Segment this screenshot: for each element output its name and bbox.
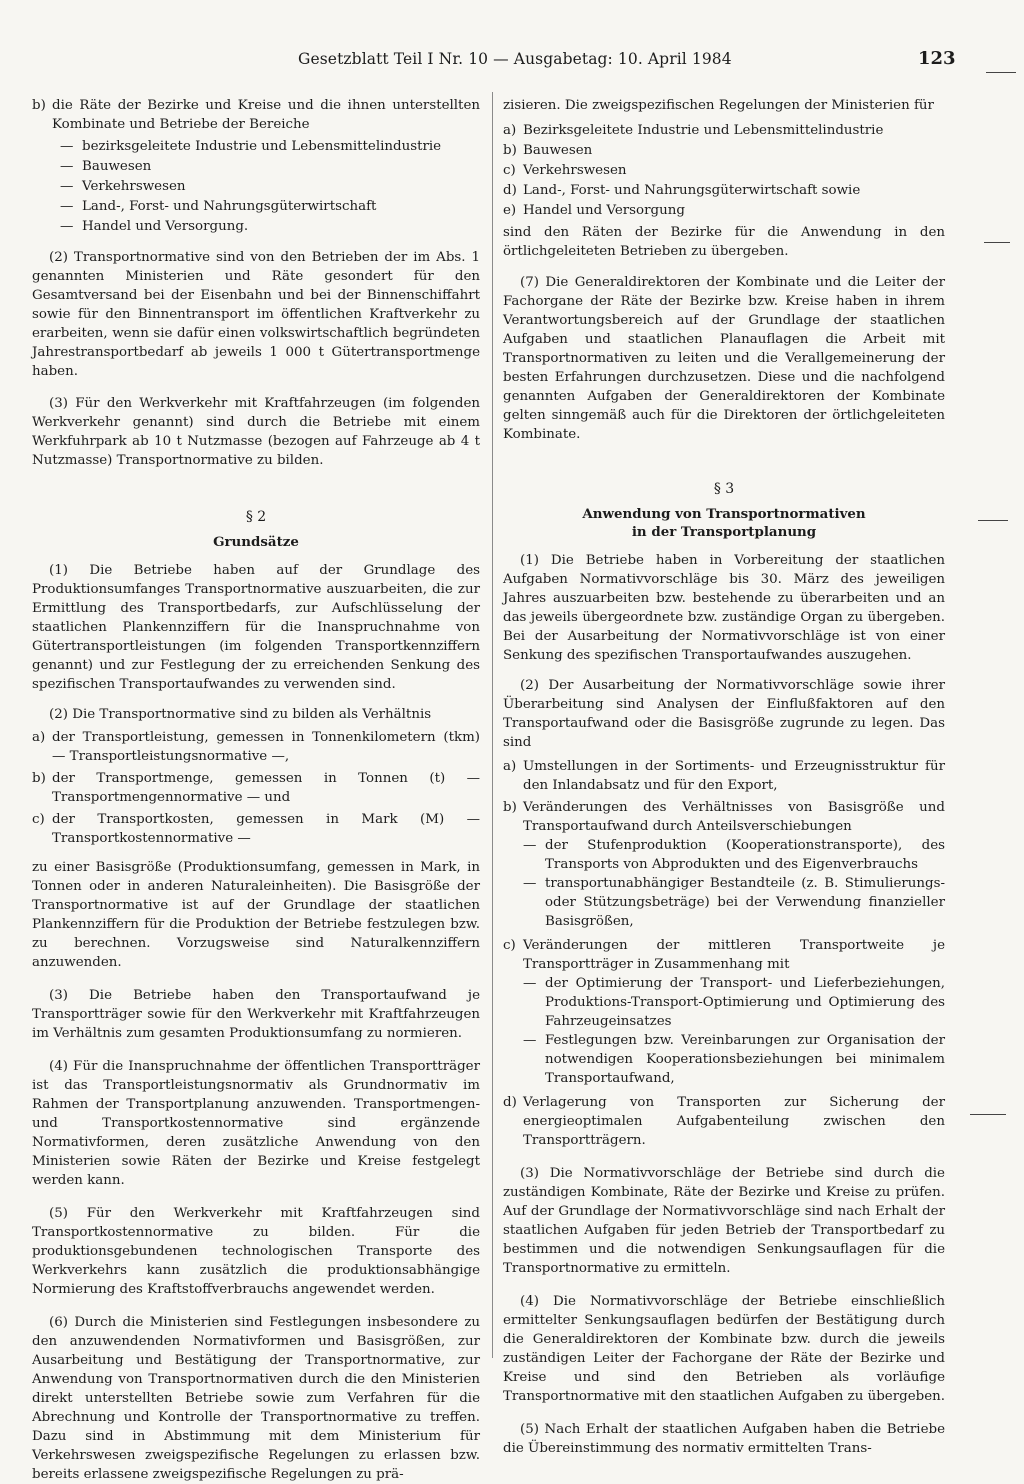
paragraph: (2) Transportnormative sind von den Betrieben der im Abs. 1 genannten Ministerien und Räte gesondert für den Gesamtversand bei der Eisenbahn und bei der Binnenschiffahrt sowie für den Binnentransport im öffentlichen Kraftverkehr zu erarbeiten, wenn sie dafür einen volkswirtschaftlich begründeten Jahrestransportbedarf ab jeweils 1 000 t Gütertransportmenge haben. <box>32 250 480 379</box>
column-divider <box>492 92 493 1358</box>
list-text: Bauwesen <box>523 143 593 158</box>
dash-item <box>503 1031 945 1088</box>
paragraph: (3) Die Betriebe haben den Transportaufwand je Transportträger sowie für den Werkverkehr mit Kraftfahrzeugen im Verhältnis zum gesamten Produktionsumfang zu normieren. <box>32 988 480 1041</box>
paragraph: (7) Die Generaldirektoren der Kombinate und die Leiter der Fachorgane der Räte der Bezirke bzw. Kreise haben in ihrem Verantwortungsbereich auf der Grundlage der staatlichen Aufgaben und staatlichen Planauflagen die Arbeit mit Transportnormativen zu leiten und die Verallgemeinerung der besten Erfahrungen durchzusetzen. Diese und die nachfolgend genannten Aufgaben der Generaldirektoren der Kombinate gelten sinngemäß auch für die Direktoren der örtlichgeleiteten Kombinate. <box>503 275 945 442</box>
list-text: Handel und Versorgung <box>523 203 685 218</box>
section-title: Anwendung von Transportnormativen <box>582 506 866 522</box>
paragraph: sind den Räten der Bezirke für die Anwendung in den örtlichgeleiteten Betrieben zu übergeben. <box>503 225 945 259</box>
page-number: 123 <box>918 48 956 69</box>
list-marker: d) <box>503 183 517 198</box>
list-item <box>32 810 480 848</box>
dash-marker: — <box>60 219 74 234</box>
list-item <box>503 201 945 220</box>
list-item <box>503 161 945 180</box>
list-text: der Transportleistung, gemessen in Tonnenkilometern (tkm) — Transportleistungsnormative —, <box>52 730 480 764</box>
dash-item <box>32 177 480 196</box>
list-marker: b) <box>32 771 46 786</box>
dash-item <box>32 197 480 216</box>
list-item <box>503 798 945 836</box>
left-column <box>32 96 480 1484</box>
margin-mark <box>986 72 1016 73</box>
paragraph: (3) Die Normativvorschläge der Betriebe sind durch die zuständigen Kombinate, Räte der Bezirke und Kreise zu prüfen. Auf der Grundlage der Normativvorschläge sind nach Erhalt der staatlichen Aufgaben für jeden Betrieb der Transportbedarf zu bestimmen und die notwendigen Senkungsauflagen für die Transportnormative zu ermitteln. <box>503 1166 945 1276</box>
list-marker: e) <box>503 203 517 218</box>
dash-item <box>503 874 945 931</box>
dash-marker: — <box>60 139 74 154</box>
section-title: in der Transportplanung <box>631 524 817 540</box>
dash-item <box>32 217 480 236</box>
list-text: Veränderungen des Verhältnisses von Basisgröße und Transportaufwand durch Anteilsverschiebungen <box>523 800 945 834</box>
paragraph: (1) Die Betriebe haben auf der Grundlage des Produktionsumfanges Transportnormative auszuarbeiten, die zur Ermittlung des Transportbedarfs, zur Aufschlüsselung der staatlichen Plankennziffern für die Inanspruchnahme von Gütertransportleistungen (im folgenden Transportkennziffern genannt) und zur Festlegung der zu erreichenden Senkung des spezifischen Transportaufwandes zu verwenden sind. <box>32 563 480 692</box>
dash-item <box>503 974 945 1031</box>
dash-text: transportunabhängiger Bestandteile (z. B. Stimulierungs- oder Stützungsbeträge) bei der Verwendung finanzieller Basisgrößen, <box>545 876 945 929</box>
list-text: die Räte der Bezirke und Kreise und die ihnen unterstellten Kombinate und Betriebe der Bereiche <box>52 98 480 132</box>
list-text: Bezirksgeleitete Industrie und Lebensmittelindustrie <box>523 123 884 138</box>
dash-text: bezirksgeleitete Industrie und Lebensmittelindustrie <box>82 139 442 154</box>
dash-marker: — <box>60 179 74 194</box>
list-marker: a) <box>32 730 46 745</box>
dash-text: der Optimierung der Transport- und Lieferbeziehungen, Produktions-Transport-Optimierung und Optimierung des Fahrzeugeinsatzes <box>545 976 945 1029</box>
paragraph: (4) Für die Inanspruchnahme der öffentlichen Transportträger ist das Transportleistungsnormativ als Grundnormativ im Rahmen der Transportplanung anzuwenden. Transportmengen- und Transportkostennormative sind ergänzende Normativformen, deren zusätzliche Anwendung von den Ministerien sowie Räten der Bezirke und Kreise festgelegt werden kann. <box>32 1059 480 1188</box>
dash-text: der Stufenproduktion (Kooperationstransporte), des Transports von Abprodukten und des Eigenverbrauchs <box>545 838 945 872</box>
dash-marker: — <box>60 199 74 214</box>
list-marker: a) <box>503 759 517 774</box>
list-text: Verkehrswesen <box>523 163 627 178</box>
paragraph: (2) Die Transportnormative sind zu bilden als Verhältnis <box>49 707 432 722</box>
margin-mark <box>984 242 1010 243</box>
dash-text: Land-, Forst- und Nahrungsgüterwirtschaft <box>82 199 377 214</box>
page-header: Gesetzblatt Teil I Nr. 10 — Ausgabetag: 10. April 1984 <box>298 50 732 68</box>
dash-marker: — <box>60 159 74 174</box>
dash-text: Verkehrswesen <box>82 179 186 194</box>
list-text: Veränderungen der mittleren Transportweite je Transportträger in Zusammenhang mit <box>523 938 945 972</box>
paragraph: (6) Durch die Ministerien sind Festlegungen insbesondere zu den anzuwendenden Normativformen und Basisgrößen, zur Ausarbeitung und Bestätigung der Transportnormative, zur Anwendung von Transportnormativen durch die den Ministerien direkt unterstellten Betriebe sowie zum Verfahren für die Abrechnung und Kontrolle der Transportnormative zu treffen. Dazu sind in Abstimmung mit dem Ministerium für Verkehrswesen zweigspezifische Regelungen zu erlassen bzw. bereits erlassene zweigspezifische Regelungen zu prä- <box>32 1315 480 1482</box>
list-item <box>503 757 945 795</box>
list-marker: a) <box>503 123 517 138</box>
list-marker: b) <box>503 143 517 158</box>
dash-text: Festlegungen bzw. Vereinbarungen zur Organisation der notwendigen Kooperationsbeziehungen bei minimalem Transportaufwand, <box>545 1033 945 1086</box>
list-marker: c) <box>32 812 45 827</box>
list-text: der Transportkosten, gemessen in Mark (M) — Transportkostennormative — <box>52 812 480 846</box>
list-item <box>503 121 945 140</box>
section-number: § 2 <box>245 509 267 525</box>
dash-item <box>503 836 945 874</box>
dash-item <box>32 157 480 176</box>
list-item <box>32 769 480 807</box>
dash-marker: — <box>523 838 537 853</box>
list-marker: b) <box>503 800 517 815</box>
list-marker: c) <box>503 163 516 178</box>
margin-mark <box>978 520 1008 521</box>
dash-text: Handel und Versorgung. <box>82 219 249 234</box>
dash-item <box>32 137 480 156</box>
section-title: Grundsätze <box>213 534 299 550</box>
paragraph: (2) Der Ausarbeitung der Normativvorschläge sowie ihrer Überarbeitung sind Analysen der Einflußfaktoren auf den Transportaufwand oder die Basisgröße zugrunde zu legen. Das sind <box>503 678 945 750</box>
list-item <box>503 141 945 160</box>
paragraph: (3) Für den Werkverkehr mit Kraftfahrzeugen (im folgenden Werkverkehr genannt) sind durch die Betriebe mit einem Werkfuhrpark ab 10 t Nutzmasse (bezogen auf Fahrzeuge ab 4 t Nutzmasse) Transportnormative zu bilden. <box>32 396 480 468</box>
list-text: Land-, Forst- und Nahrungsgüterwirtschaft sowie <box>523 183 861 198</box>
list-item <box>32 96 480 134</box>
list-text: Verlagerung von Transporten zur Sicherung der energieoptimalen Aufgabenteilung zwischen den Transportträgern. <box>523 1095 945 1148</box>
paragraph: (1) Die Betriebe haben in Vorbereitung der staatlichen Aufgaben Normativvorschläge bis 30. März des jeweiligen Jahres auszuarbeiten bzw. bestehende zu überarbeiten und an das jeweils übergeordnete bzw. zuständige Organ zu übergeben. Bei der Ausarbeitung der Normativvorschläge ist von einer Senkung des spezifischen Transportaufwandes auszugehen. <box>503 553 945 663</box>
paragraph: (4) Die Normativvorschläge der Betriebe einschließlich ermittelter Senkungsauflagen bedürfen der Bestätigung durch die Generaldirektoren der Kombinate bzw. durch die jeweils zuständigen Leiter der Fachorgane der Räte der Bezirke und Kreise und sind den Betrieben als vorläufige Transportnormative mit den staatlichen Aufgaben zu übergeben. <box>503 1294 946 1404</box>
list-item <box>503 1093 945 1150</box>
section-number: § 3 <box>713 481 735 497</box>
list-marker: d) <box>503 1095 517 1110</box>
paragraph: zisieren. Die zweigspezifischen Regelungen der Ministerien für <box>503 98 934 113</box>
paragraph: zu einer Basisgröße (Produktionsumfang, gemessen in Mark, in Tonnen oder in anderen Naturaleinheiten). Die Basisgröße der Transportnormative ist auf der Grundlage der staatlichen Plankennziffern für die Produktion der Betriebe festzulegen bzw. zu berechnen. Vorzugsweise sind Naturalkennziffern anzuwenden. <box>32 860 480 970</box>
list-item <box>503 936 945 974</box>
paragraph: (5) Nach Erhalt der staatlichen Aufgaben haben die Betriebe die Übereinstimmung des normativ ermittelten Trans- <box>503 1422 945 1456</box>
dash-marker: — <box>523 976 537 991</box>
list-marker: b) <box>32 98 46 113</box>
list-text: der Transportmenge, gemessen in Tonnen (t) — Transportmengennormative — und <box>52 771 480 805</box>
margin-mark <box>970 1114 1006 1115</box>
dash-marker: — <box>523 1033 537 1048</box>
list-item <box>503 181 945 200</box>
list-marker: c) <box>503 938 516 953</box>
paragraph: (5) Für den Werkverkehr mit Kraftfahrzeugen sind Transportkostennormative zu bilden. Für die produktionsgebundenen technologischen Transporte des Werkverkehrs kann zusätzlich die produktionsabhängige Normierung des Kraftstoffverbrauchs angewendet werden. <box>32 1206 480 1297</box>
list-item <box>32 728 480 766</box>
dash-text: Bauwesen <box>82 159 152 174</box>
right-column <box>503 96 945 1458</box>
dash-marker: — <box>523 876 537 891</box>
list-text: Umstellungen in der Sortiments- und Erzeugnisstruktur für den Inlandabsatz und für den Export, <box>523 759 945 793</box>
